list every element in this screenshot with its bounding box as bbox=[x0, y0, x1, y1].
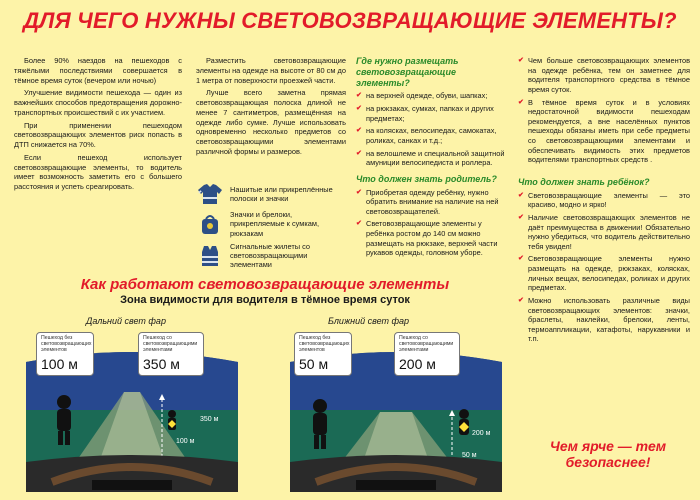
child-heading: Что должен знать ребёнок? bbox=[518, 176, 650, 187]
reflector-bubble bbox=[138, 332, 204, 376]
bubble-caption: Пешеход без световозвращающих элементов bbox=[299, 335, 350, 353]
list-item: ✔ Можно использовать различные виды световозвращающих элементов: значки, браслеты, наклейки, брелоки, ленты, термоаппликации, катафоты, нарукавники и т.п. bbox=[518, 296, 690, 344]
bubble-distance: 100 м bbox=[41, 355, 78, 372]
bag-icon bbox=[196, 212, 224, 236]
bubble-distance: 50 м bbox=[299, 355, 329, 372]
intro-paragraph: При применении пешеходом световозвращающих элементов риск попасть в ДТП снижается на 70%. bbox=[14, 120, 182, 150]
list-item: ✔ Световозвращающие элементы у ребёнка ростом до 140 см можно размещать на рюкзаке, верхней части рукавов одежды, головном уборе. bbox=[356, 219, 506, 258]
road-distance-far: 350 м bbox=[200, 416, 219, 423]
list-item: ✔ на рюкзаках, сумках, папках и других предметах; bbox=[356, 104, 506, 123]
bubble-distance: 350 м bbox=[143, 355, 180, 372]
list-item: ✔ Наличие световозвращающих элементов не даёт преимущества в движении! Обязательно нужно убедиться, что водитель действительно тебя увидел! bbox=[518, 213, 690, 252]
where-list bbox=[356, 91, 506, 167]
list-item: ✔ Чем больше световозвращающих элементов на одежде ребёнка, тем он заметнее для водителя транспортного средства в тёмное время суток. bbox=[518, 56, 690, 95]
child-column bbox=[518, 56, 690, 347]
reflector-bubble bbox=[394, 332, 460, 376]
reflector-type-item bbox=[196, 182, 346, 206]
reflector-type-label: Значки и брелоки, прикрепляемые к сумкам, рюкзакам bbox=[230, 210, 319, 238]
page-title: ДЛЯ ЧЕГО НУЖНЫ СВЕТОВОЗВРАЩАЮЩИЕ ЭЛЕМЕНТЫ? bbox=[23, 8, 677, 33]
bubble-caption: Пешеход со световозвращающими элементами bbox=[399, 335, 454, 353]
list-item: ✔ на колясках, велосипедах, самокатах, роликах, санках и т.д.; bbox=[356, 126, 506, 145]
bubble-caption: Пешеход со световозвращающими элементами bbox=[143, 335, 198, 353]
no-reflector-bubble bbox=[294, 332, 352, 376]
reflector-type-item bbox=[196, 210, 346, 238]
reflector-type-label: Нашитые или прикреплённые полоски и значки bbox=[230, 184, 333, 203]
placement-paragraph: Разместить световозвращающие элементы на одежде на высоте от 80 см до 1 метра от поверхности проезжей части. bbox=[196, 56, 346, 85]
visibility-list bbox=[518, 56, 690, 165]
placement-paragraph: Лучше всего заметна прямая световозвращающая полоска длиной не менее 7 сантиметров, размещённая на одежде либо сумке. Лучше использовать одновременно несколько предметов со световозвращающими элементами различной формы и размеров. bbox=[196, 88, 346, 156]
reflector-type-item bbox=[196, 242, 346, 270]
parent-heading: Что должен знать родитель? bbox=[356, 173, 497, 184]
high-beam-scene bbox=[12, 332, 252, 494]
road-distance-near: 50 м bbox=[462, 452, 477, 459]
bubble-distance: 200 м bbox=[399, 355, 436, 372]
intro-paragraph: Более 90% наездов на пешеходов с тяжёлыми последствиями совершается в тёмное время суток (вечером или ночью) bbox=[14, 56, 182, 85]
list-item: ✔ Приобретая одежду ребёнку, нужно обратить внимание на наличие на ней световозвращателей. bbox=[356, 188, 506, 217]
how-it-works-title: Как работают световозвращающие элементы bbox=[80, 276, 450, 293]
jacket-icon bbox=[196, 182, 224, 206]
bubble-caption: Пешеход без световозвращающих элементов bbox=[41, 335, 92, 353]
list-item: ✔ Световозвращающие элементы нужно размещать на одежде, рюкзаках, колясках, личных вещах, велосипедах, роликах и других предметах. bbox=[518, 254, 690, 293]
no-reflector-bubble bbox=[36, 332, 94, 376]
reflector-type-label: Сигнальные жилеты со световозвращающими элементами bbox=[230, 241, 310, 270]
placement-column bbox=[196, 56, 346, 160]
road-distance-far: 200 м bbox=[472, 430, 491, 437]
list-item: ✔ на велошлеме и специальной защитной амуниции велосипедиста и роллера. bbox=[356, 149, 506, 168]
visibility-zone-title: Зона видимости для водителя в тёмное время суток bbox=[120, 294, 410, 306]
where-column bbox=[356, 56, 506, 261]
where-heading: Где нужно размещать световозвращающие элементы? bbox=[356, 56, 459, 88]
reflector-types bbox=[196, 182, 346, 274]
intro-paragraph: Улучшение видимости пешехода — один из важнейших способов предотвращения дорожно-транспортных происшествий с их участием. bbox=[14, 88, 182, 117]
high-beam-label: Дальний свет фар bbox=[86, 316, 166, 326]
slogan: Чем ярче — тем безопаснее! bbox=[549, 438, 667, 471]
list-item: ✔ Световозвращающие элементы — это красиво, модно и ярко! bbox=[518, 191, 690, 210]
low-beam-scene bbox=[276, 332, 516, 494]
list-item: ✔ В тёмное время суток и в условиях недостаточной видимости пешеходам рекомендуется, а вне населённых пунктов пешеходы обязаны иметь при себе предметы со световозвращающими элементами и обеспечивать видимость этих предметов водителями транспортных средств . bbox=[518, 98, 690, 165]
road-distance-near: 100 м bbox=[176, 438, 195, 445]
vest-icon bbox=[196, 244, 224, 268]
intro-column bbox=[14, 56, 182, 195]
parent-list bbox=[356, 188, 506, 258]
list-item: ✔ на верхней одежде, обуви, шапках; bbox=[356, 91, 506, 101]
intro-paragraph: Если пешеход использует световозвращающие элементы, то водитель имеет возможность заметить его с большего расстояния и успеть среагировать. bbox=[14, 152, 182, 192]
low-beam-label: Ближний свет фар bbox=[328, 316, 410, 326]
child-list bbox=[518, 191, 690, 344]
